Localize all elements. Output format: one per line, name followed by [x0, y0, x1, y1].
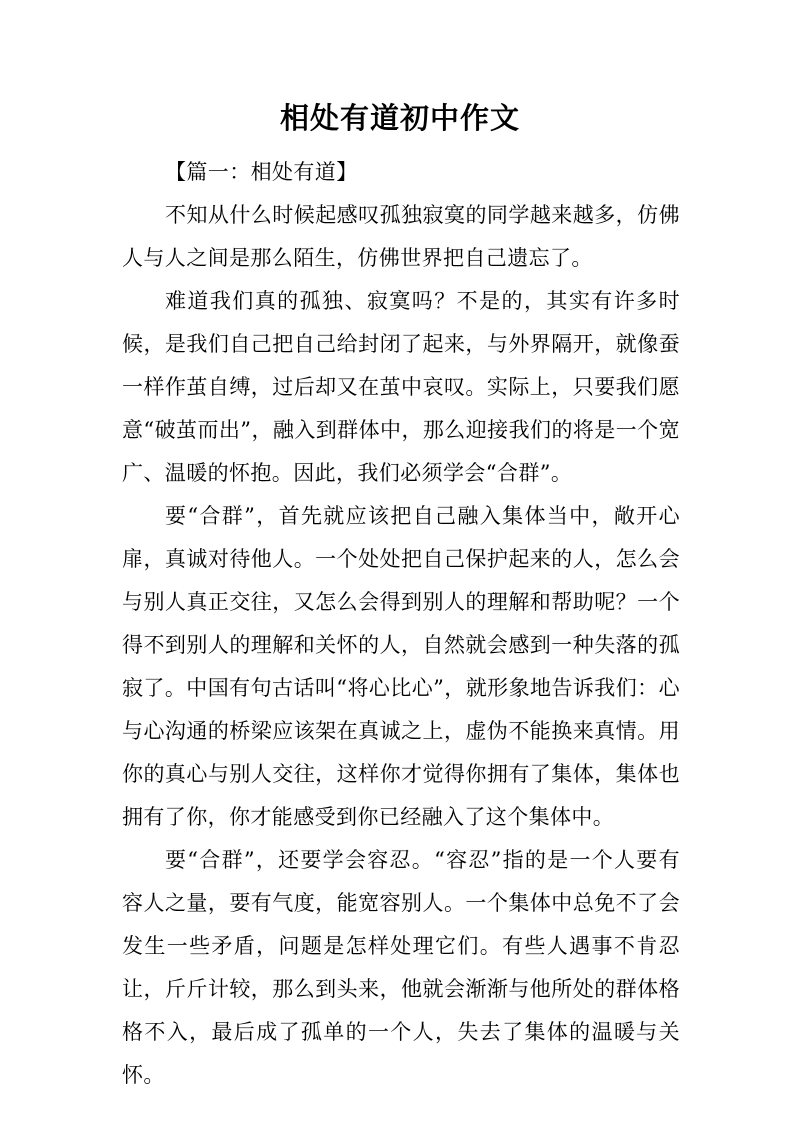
section-heading: 【篇一：相处有道】 [165, 160, 358, 184]
paragraph-2: 难道我们真的孤独、寂寞吗？不是的，其实有许多时候，是我们自己把自己给封闭了起来，与外界隔开，就像蚕一样作茧自缚，过后却又在茧中哀叹。实际上，只要我们愿意“破茧而出”，融入到群体中，那么迎接我们的将是一个宽广、温暖的怀抱。因此，我们必须学会“合群”。 [122, 289, 680, 485]
document-title: 相处有道初中作文 [279, 101, 520, 135]
document-body [122, 151, 680, 1097]
paragraph-1: 不知从什么时候起感叹孤独寂寞的同学越来越多，仿佛人与人之间是那么陌生，仿佛世界把自己遗忘了。 [122, 203, 680, 270]
paragraph-4: 要“合群”，还要学会容忍。“容忍”指的是一个人要有容人之量，要有气度，能宽容别人。一个集体中总免不了会发生一些矛盾，问题是怎样处理它们。有些人遇事不肯忍让，斤斤计较，那么到头来，他就会渐渐与他所处的群体格格不入，最后成了孤单的一个人，失去了集体的温暖与关怀。 [122, 848, 680, 1087]
paragraph-3: 要“合群”，首先就应该把自己融入集体当中，敞开心扉，真诚对待他人。一个处处把自己保护起来的人，怎么会与别人真正交往，又怎么会得到别人的理解和帮助呢？一个得不到别人的理解和关怀的人，自然就会感到一种失落的孤寂了。中国有句古话叫“将心比心”，就形象地告诉我们：心与心沟通的桥梁应该架在真诚之上，虚伪不能换来真情。用你的真心与别人交往，这样你才觉得你拥有了集体，集体也拥有了你，你才能感受到你已经融入了这个集体中。 [122, 504, 680, 829]
